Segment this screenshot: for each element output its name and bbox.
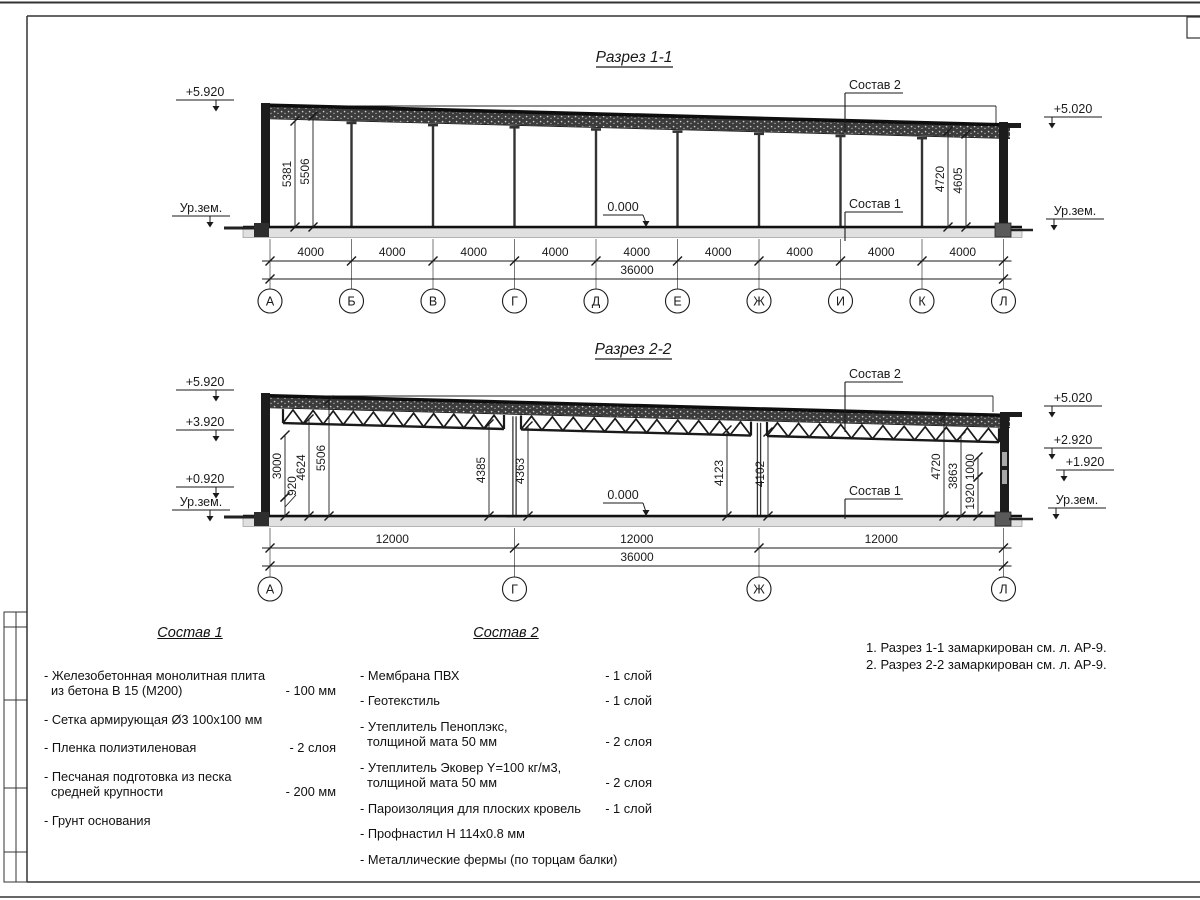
callout-label: Состав 2 [849, 367, 901, 381]
roof-right-overhang [1009, 412, 1022, 417]
bay-dimension: 12000 [620, 532, 654, 546]
elevation-arrow [1053, 514, 1060, 520]
footing-left [254, 512, 269, 526]
column-axis-a [261, 393, 270, 517]
elevation-value: +5.920 [185, 85, 225, 99]
elevation-mark [1044, 102, 1102, 129]
elevation-value: +2.920 [1053, 433, 1093, 447]
elevation-mark [1044, 391, 1102, 418]
section2-building [224, 393, 1033, 527]
elevation-mark [1048, 493, 1106, 520]
elevation-arrow [207, 516, 214, 522]
section1-axis-row [258, 239, 1016, 313]
axis-letter: Е [673, 294, 682, 309]
elevation-arrow [213, 396, 220, 402]
callout-label: Состав 1 [849, 197, 901, 211]
elevation-mark [176, 85, 234, 112]
section1-building [224, 103, 1033, 238]
vdim-label: 4624 [294, 454, 308, 481]
axis-letter: Б [347, 294, 356, 309]
elevation-value: +5.920 [185, 375, 225, 389]
list-item: - Утеплитель Пеноплэкс, толщиной мата 50 мм - 2 слоя [360, 718, 652, 749]
elevation-value: Ур.зем. [1055, 493, 1099, 507]
vertical-dimension [712, 426, 732, 521]
floor-slab [243, 229, 1022, 238]
note-line: 1. Разрез 1-1 замаркирован см. л. АР-9. [866, 640, 1107, 655]
axis-letter: Г [511, 294, 518, 309]
callout-label: Состав 1 [849, 484, 901, 498]
total-dimension: 36000 [620, 550, 654, 564]
vertical-dimension [298, 112, 318, 232]
elevation-value: +1.920 [1065, 455, 1105, 469]
column-axis-l [999, 122, 1008, 228]
vertical-dimension [474, 420, 494, 521]
vertical-dimension [951, 130, 971, 232]
section1-title: Разрез 1-1 [595, 49, 673, 66]
column-axis-a [261, 103, 270, 228]
bay-dimension: 4000 [704, 245, 732, 259]
vdim-label: 1920 [963, 483, 977, 510]
zero-level-mark [603, 488, 650, 516]
total-dimension: 36000 [620, 263, 654, 277]
axis-letter: А [265, 294, 275, 309]
vdim-label: 4102 [753, 460, 767, 488]
elevation-mark [176, 375, 234, 402]
vdim-label: 4720 [929, 453, 943, 480]
vdim-label: 4720 [933, 165, 947, 193]
note-line: 2. Разрез 2-2 замаркирован см. л. АР-9. [866, 656, 1107, 672]
footing-left [254, 223, 269, 237]
vertical-dimension [281, 476, 300, 521]
list-item: - Железобетонная монолитная плита из бетона В 15 (М200) - 100 мм [44, 667, 336, 698]
bay-dimension: 12000 [375, 532, 409, 546]
list-item: - Песчаная подготовка из песка средней крупности - 200 мм [44, 768, 336, 799]
vdim-label: 5506 [314, 444, 328, 472]
section2-axis-row [258, 528, 1016, 601]
footing-right [995, 512, 1011, 526]
vdim-label: 4363 [513, 457, 527, 485]
zero-level-value: 0.000 [607, 200, 639, 214]
bay-dimension: 12000 [864, 532, 898, 546]
callout-label: Состав 2 [849, 78, 901, 92]
vdim-label: 1000 [963, 453, 977, 481]
bay-dimension: 4000 [378, 245, 406, 259]
elevation-value: Ур.зем. [179, 495, 223, 509]
axis-letter: К [918, 294, 926, 309]
elevation-mark [1046, 204, 1104, 231]
elevation-mark [172, 495, 230, 522]
axis-letter: Г [511, 582, 518, 597]
elevation-arrow [213, 106, 220, 112]
bay-dimension: 4000 [786, 245, 814, 259]
bay-dimension: 4000 [460, 245, 488, 259]
elevation-value: +0.920 [185, 472, 225, 486]
section2-title: Разрез 2-2 [594, 341, 672, 358]
elevation-arrow [1049, 454, 1056, 460]
vdim-label: 920 [285, 476, 299, 496]
list-item: - Пленка полиэтиленовая - 2 слоя [44, 740, 336, 755]
list-item: - Металлические фермы (по торцам балки) [360, 851, 618, 867]
list-item: - Профнастил Н 114х0.8 мм [360, 826, 525, 841]
elevation-value: +5.020 [1053, 102, 1093, 116]
roof-right-overhang [1008, 123, 1021, 128]
elevation-arrow [207, 222, 214, 228]
elevation-value: Ур.зем. [179, 201, 223, 215]
list-item: - Сетка армирующая Ø3 100х100 мм [44, 711, 263, 727]
elevation-arrow [1049, 123, 1056, 129]
vdim-label: 5506 [298, 158, 312, 185]
footing-right [995, 223, 1011, 237]
axis-letter: Л [999, 294, 1008, 309]
sostav1-title: Состав 1 [157, 625, 223, 641]
axis-letter: В [428, 294, 438, 309]
elevation-value: +5.020 [1053, 391, 1093, 405]
vdim-label: 3000 [270, 452, 284, 480]
frame-corner-box [1187, 17, 1200, 38]
axis-letter: Ж [753, 294, 765, 309]
vdim-label: 5381 [280, 160, 294, 188]
axis-letter: А [265, 582, 275, 597]
axis-letter: Д [591, 294, 601, 309]
elevation-arrow [1049, 412, 1056, 418]
vertical-dimension [753, 428, 773, 521]
vdim-label: 3863 [946, 462, 960, 490]
axis-letter: Ж [753, 582, 765, 597]
vertical-dimension [963, 453, 983, 482]
bay-dimension: 4000 [867, 245, 895, 259]
sostav1-block [44, 626, 336, 841]
sostav2-title: Состав 2 [473, 625, 539, 641]
elevation-mark [176, 415, 234, 442]
list-item: - Мембрана ПВХ - 1 слой [360, 667, 652, 683]
elevation-mark [172, 201, 230, 228]
elevation-mark [1056, 455, 1114, 482]
truss-bottom-chord [767, 436, 999, 442]
elevation-arrow [1061, 476, 1068, 482]
elevation-value: +3.920 [185, 415, 225, 429]
floor-slab [243, 518, 1022, 527]
bay-dimension: 4000 [297, 245, 325, 259]
notes-block [866, 640, 1107, 673]
truss-bottom-chord [521, 429, 751, 435]
vertical-dimension [280, 117, 300, 232]
list-item: - Пароизоляция для плоских кровель - 1 слой [360, 800, 652, 816]
elevation-value: Ур.зем. [1053, 204, 1097, 218]
axis-letter: Л [999, 582, 1008, 597]
truss-bottom-chord [283, 423, 504, 429]
elevation-arrow [1051, 225, 1058, 231]
axis-letter: И [836, 294, 845, 309]
zero-level-mark [603, 200, 650, 227]
composition-callout [845, 484, 903, 519]
vertical-dimension [933, 127, 953, 232]
vertical-dimension [294, 415, 314, 521]
bay-dimension: 4000 [949, 245, 977, 259]
vdim-label: 4605 [951, 167, 965, 194]
elevation-arrow [213, 436, 220, 442]
list-item: - Геотекстиль - 1 слой [360, 693, 652, 708]
vdim-label: 4123 [712, 459, 726, 487]
zero-level-value: 0.000 [607, 488, 639, 502]
vdim-label: 4385 [474, 456, 488, 484]
bay-dimension: 4000 [623, 245, 651, 259]
list-item: - Утеплитель Эковер Y=100 кг/м3, толщиной мата 50 мм - 2 слоя [360, 759, 652, 790]
sostav2-block [360, 626, 652, 877]
bay-dimension: 4000 [541, 245, 569, 259]
list-item: - Грунт основания [44, 812, 151, 828]
frame-registration-cells [4, 612, 27, 882]
